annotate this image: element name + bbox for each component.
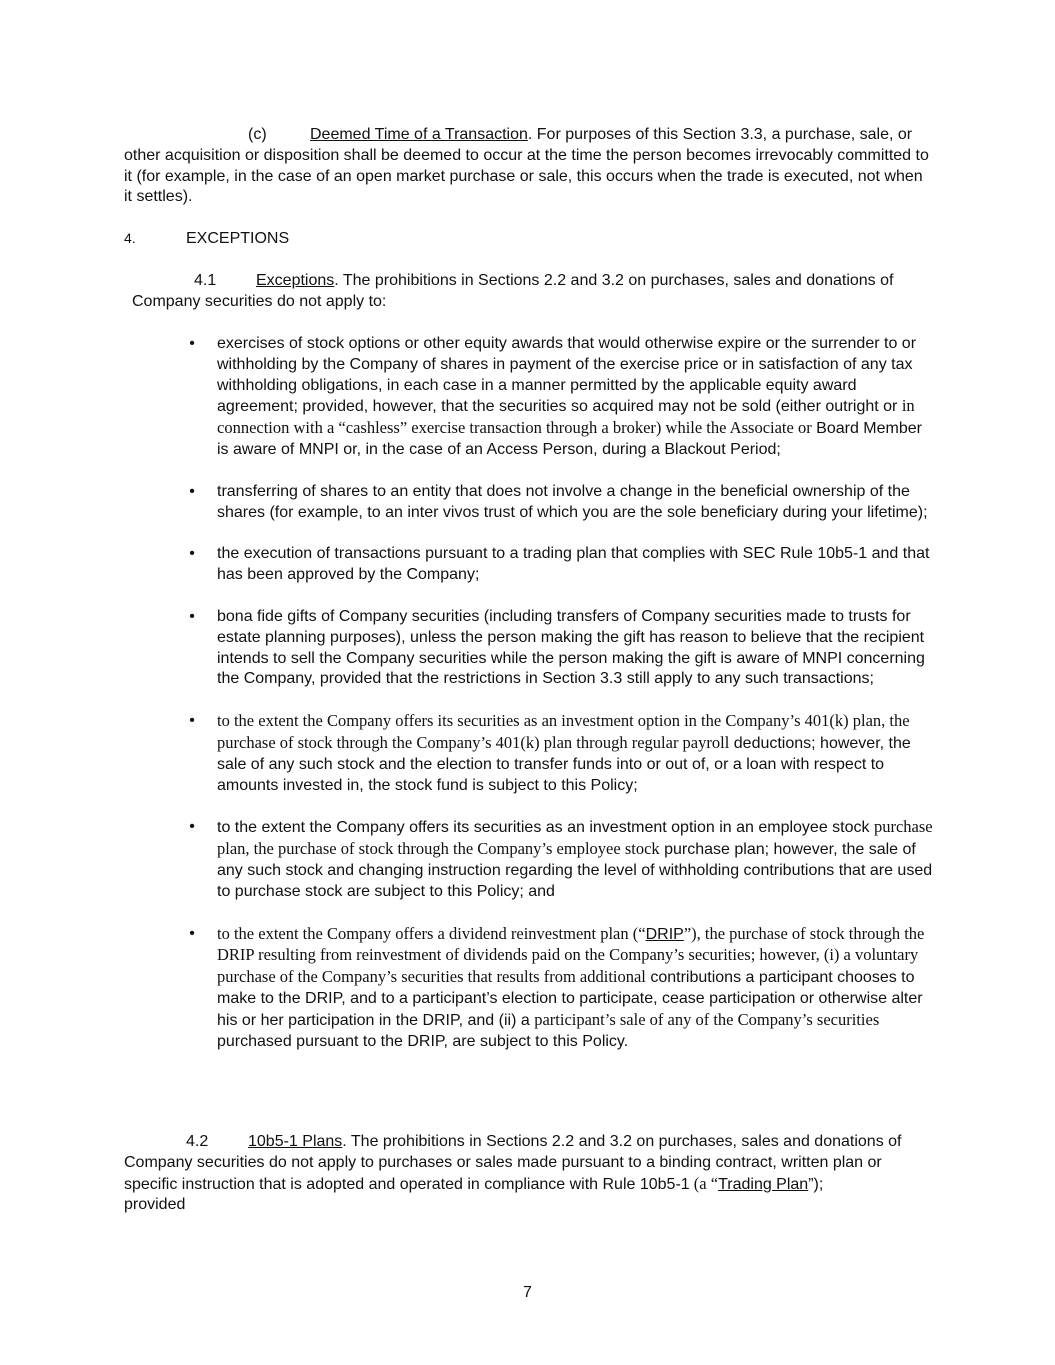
paragraph-3-3-c xyxy=(124,125,934,208)
section-number: 4. xyxy=(124,230,136,246)
list-item-text: to the extent the Company offers its securities as an investment option in the Company’s 401(k) plan, the purchase of stock through the Company’s 401(k) plan through regular payroll xyxy=(217,711,910,752)
item-body: . The prohibitions in Sections 2.2 and 3.2 on purchases, sales and donations of Company securities do not apply to purchases or sales made pursuant to a binding contract, written plan or specific instruction that is adopted and operated in compliance with Rule 10b5-1 xyxy=(124,1133,902,1193)
list-item-text: transferring of shares to an entity that does not involve a change in the beneficial ownership of the shares (for example, to an inter vivos trust of which you are the sole beneficiary during your lifetime); xyxy=(217,482,928,521)
item-title: Deemed Time of a Transaction xyxy=(310,126,528,143)
item-title: Exceptions xyxy=(256,272,335,289)
section-title: EXCEPTIONS xyxy=(186,230,290,247)
list-item-text: contributions a participant chooses to make to the DRIP, and to a participant’s election to xyxy=(217,969,915,1007)
list-item-text: in connection with a “cashless” exercise transaction through a broker) while the Associate or xyxy=(217,396,915,438)
list-item-text: Board Member is aware of MNPI or, in the case of an Access Person, during a Blackout Period; xyxy=(217,420,922,458)
page-number: 7 xyxy=(523,1284,532,1301)
item-body: (a “ xyxy=(689,1173,719,1193)
bullet-icon: • xyxy=(189,335,195,352)
list-item-text: to the extent the Company offers its securities as an investment option in an employee stock xyxy=(217,819,870,837)
bullet-icon: • xyxy=(189,482,195,500)
list-item-text: purchased pursuant to the DRIP, are subject to this Policy. xyxy=(217,1032,629,1050)
list-item-text: participant’s sale of any of the Company’s securities xyxy=(534,1009,880,1029)
item-number: 4.1 xyxy=(194,272,217,289)
list-item xyxy=(186,334,936,461)
list-item xyxy=(186,544,936,586)
list-item xyxy=(186,607,936,690)
bullet-icon: • xyxy=(189,712,195,730)
item-title: 10b5-1 Plans xyxy=(248,1133,343,1150)
item-body: provided xyxy=(124,1196,186,1214)
list-item-text: bona fide gifts of Company securities (including transfers of Company securities made to trusts for estate planning purposes), unless the person making the gift has reason to believe that the recipient intends to sell the Company securities while the person making the gift is aware of MNPI concerning the Company, provided that the restrictions in Section 3.3 still apply to any such transactions; xyxy=(217,607,925,688)
list-item xyxy=(186,482,936,524)
list-item-text: the execution of transactions pursuant to a trading plan that complies with SEC Rule 10b5-1 and that has been approved by the Company; xyxy=(217,545,930,584)
drip-term: DRIP xyxy=(645,925,684,943)
list-item-text: purchase plan, the purchase of stock through the Company’s employee stock xyxy=(217,817,933,859)
list-item-text: purchase plan; however, the sale of any such stock and changing instruction regarding the level of withholding contributions that are used to purchase stock are subject to this Policy; and xyxy=(217,841,933,900)
list-item xyxy=(186,817,936,902)
list-item xyxy=(186,924,936,1053)
list-item-text: exercises of stock options or other equity awards that would otherwise expire or the surrender to or withholding by the Company of shares in payment of the exercise price or in satisfaction of any tax withholding obligations, in each case in a manner permitted by the applicable equity award agreement; provided, however, that the securities so acquired may not be sold (either outright or xyxy=(217,335,917,416)
list-item xyxy=(186,711,936,796)
item-body: ”); xyxy=(808,1175,824,1193)
list-item-text: participate, cease participation or otherwise alter his or her participation in the DRIP, and (ii) a xyxy=(217,989,923,1029)
item-number: 4.2 xyxy=(186,1133,209,1150)
bullet-icon: • xyxy=(189,818,195,836)
section-heading xyxy=(124,230,289,248)
item-body: . For purposes of this Section 3.3, a purchase, sale, or other acquisition or disposition shall be deemed to occur at the time the person becomes irrevocably committed to it (for example, in the case of an open market purchase or sale, this occurs when the trade is executed, not when it settles). xyxy=(124,126,929,206)
exceptions-list xyxy=(186,334,936,1073)
paragraph-4-2 xyxy=(124,1132,934,1216)
bullet-icon: • xyxy=(189,545,195,563)
bullet-icon: • xyxy=(189,924,195,942)
paragraph-4-1 xyxy=(132,271,922,313)
item-body: . The prohibitions in Sections 2.2 and 3.2 on purchases, sales and donations of Company securities do not apply to: xyxy=(132,272,894,310)
bullet-icon: • xyxy=(189,607,195,625)
list-item-text: to the extent the Company offers a dividend reinvestment plan (“ xyxy=(217,923,646,943)
list-item-text: ”), the purchase of stock through the DRIP resulting from reinvestment of dividends paid on the Company’s securities; however, (i) a voluntary purchase of the Company’s securities that results from additional xyxy=(217,923,925,987)
trading-plan-term: Trading Plan xyxy=(718,1175,809,1193)
item-label: (c) xyxy=(248,126,267,143)
list-item-text: deductions; however, the sale of any such stock and the election to transfer funds into or out of, or a loan with respect to amounts invested in, the stock fund is subject to this Policy; xyxy=(217,734,911,794)
